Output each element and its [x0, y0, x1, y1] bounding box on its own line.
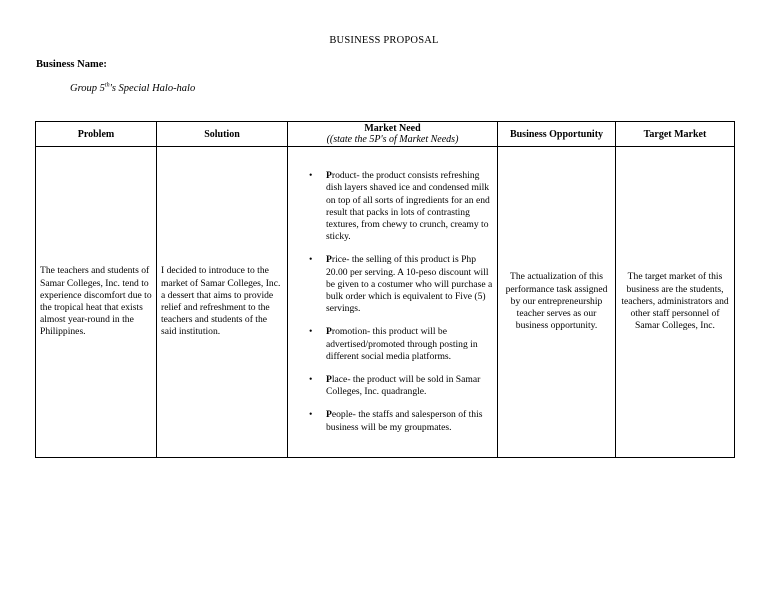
- header-market-need: [288, 122, 498, 147]
- cell-problem: The teachers and students of Samar Colleges, Inc. tend to experience discomfort due to the tropical heat that exists almost year-round in the Philippines.: [36, 147, 157, 458]
- market-need-list: [292, 170, 493, 434]
- cell-target-market: The target market of this business are the students, teachers, administrators and other staff personnel of Samar Colleges, Inc.: [616, 147, 735, 458]
- business-name-prefix: Group 5: [70, 83, 105, 94]
- market-need-price: [309, 254, 493, 315]
- market-need-product: [309, 170, 493, 243]
- header-market-need-title: Market Need: [364, 123, 421, 134]
- market-need-letter: P: [326, 170, 332, 182]
- market-need-place: [309, 374, 493, 398]
- market-need-text: roduct- the product consists refreshing dish layers shaved ice and condensed milk on top of all sorts of ingredients for an end result that packs in lots of contrasting textures, from chewy to crunch, creamy to sticky.: [326, 170, 490, 243]
- business-name-superscript: th: [104, 82, 110, 89]
- table-header-row: [36, 122, 735, 147]
- header-business-opportunity: Business Opportunity: [498, 122, 616, 147]
- business-name-suffix: 's Special Halo-halo: [109, 83, 196, 94]
- header-solution: Solution: [157, 122, 288, 147]
- header-market-need-subtitle: ((state the 5P's of Market Needs): [326, 134, 459, 145]
- bullet-icon: •: [309, 374, 313, 386]
- bullet-icon: •: [309, 409, 313, 421]
- market-need-promotion: [309, 326, 493, 363]
- header-problem: Problem: [36, 122, 157, 147]
- bullet-icon: •: [309, 326, 313, 338]
- market-need-text: rice- the selling of this product is Php 20.00 per serving. A 10-peso discount will be given to a costumer who will purchase a bulk order which is equivalent to Five (5) servings.: [326, 254, 493, 315]
- cell-solution: I decided to introduce to the market of Samar Colleges, Inc. a dessert that aims to provide relief and refreshment to the teachers and students of the said institution.: [157, 147, 288, 458]
- document-title: BUSINESS PROPOSAL: [329, 35, 439, 46]
- market-need-letter: P: [326, 326, 332, 338]
- market-need-text: lace- the product will be sold in Samar Colleges, Inc. quadrangle.: [326, 374, 481, 398]
- cell-market-need: [288, 147, 498, 458]
- proposal-table: [35, 121, 735, 458]
- table-row: [36, 147, 735, 458]
- market-need-letter: P: [326, 254, 332, 266]
- market-need-letter: P: [326, 409, 332, 421]
- market-need-text: romotion- this product will be advertised/promoted through posting in different social media platforms.: [326, 326, 478, 362]
- market-need-letter: P: [326, 374, 332, 386]
- business-name-value: [70, 83, 195, 94]
- market-need-text: eople- the staffs and salesperson of this business will be my groupmates.: [326, 409, 483, 433]
- market-need-people: [309, 409, 493, 433]
- bullet-icon: •: [309, 254, 313, 266]
- business-name-label: Business Name:: [36, 59, 107, 70]
- bullet-icon: •: [309, 170, 313, 182]
- cell-business-opportunity: The actualization of this performance task assigned by our entrepreneurship teacher serves as our business opportunity.: [498, 147, 616, 458]
- header-target-market: Target Market: [616, 122, 735, 147]
